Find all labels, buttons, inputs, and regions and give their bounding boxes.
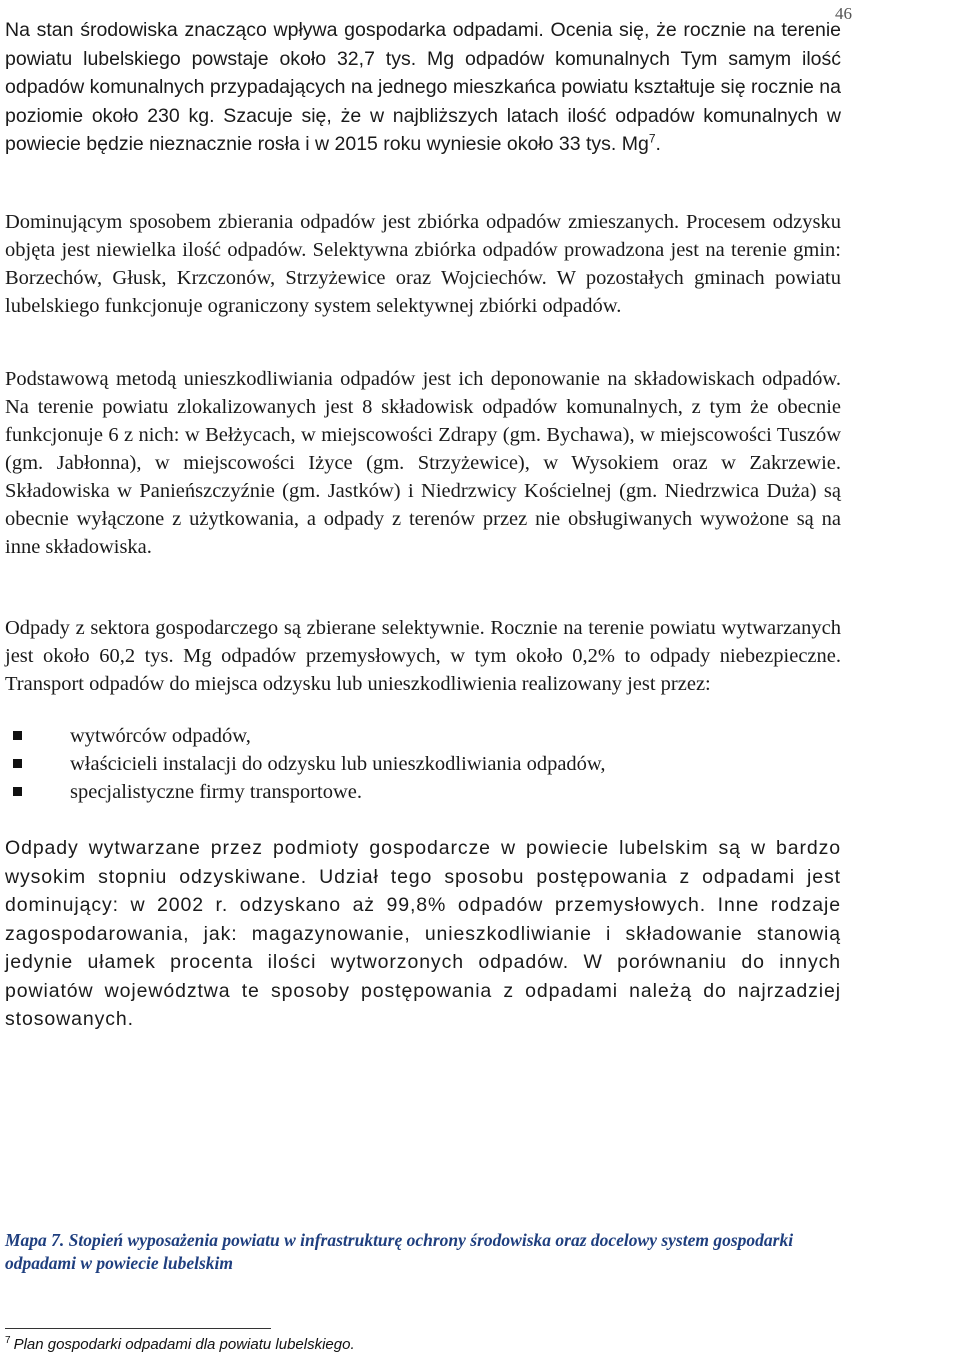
list-item — [5, 722, 841, 750]
square-bullet-icon — [13, 759, 22, 768]
list-item — [5, 750, 841, 778]
list-item — [5, 778, 841, 806]
list-item-text: wytwórców odpadów, — [70, 725, 251, 747]
square-bullet-icon — [13, 731, 22, 740]
list-item-text: właścicieli instalacji do odzysku lub unieszkodliwiania odpadów, — [70, 753, 606, 775]
page-number: 46 — [835, 4, 852, 23]
paragraph-industrial-waste: Odpady z sektora gospodarczego są zbierane selektywnie. Rocznie na terenie powiatu wytwarzanych jest około 60,2 tys. Mg odpadów przemysłowych, w tym około 0,2% to odpady niebezpieczne. Transport odpadów do miejsca odzysku lub unieszkodliwienia realizowany jest przez: — [5, 617, 841, 695]
paragraph-recovery: Odpady wytwarzane przez podmioty gospodarcze w powiecie lubelskim są w bardzo wysokim stopniu odzyskiwane. Udział tego sposobu postępowania z odpadami jest dominujący: w 2002 r. odzyskano aż 99,8% odpadów przemysłowych. Inne rodzaje zagospodarowania, jak: magazynowanie, unieszkodliwianie i składowanie stanowią jedynie ułamek procenta ilości wytworzonych odpadów. W porównaniu do innych powiatów województwa te sposoby postępowania z odpadami należą do najrzadziej stosowanych. — [5, 837, 841, 1030]
transport-list — [5, 722, 841, 806]
paragraph-waste-overview-text: Na stan środowiska znacząco wpływa gospodarka odpadami. Ocenia się, że rocznie na terenie powiatu lubelskiego powstaje około 32,7 tys. Mg odpadów komunalnych Tym samym ilość odpadów komunalnych przypadających na jednego mieszkańca powiatu kształtuje się rocznie na poziomie około 230 kg. Szacuje się, że w najbliższych latach ilość odpadów komunalnych w powiecie będzie nieznacznie rosła i w 2015 roku wyniesie około 33 tys. Mg — [5, 19, 841, 155]
paragraph-landfills: Podstawową metodą unieszkodliwiania odpadów jest ich deponowanie na składowiskach odpadów. Na terenie powiatu zlokalizowanych jest 8 składowisk odpadów komunalnych, z tym że obecnie funkcjonuje 6 z nich: w Bełżycach, w miejscowości Zdrapy (gm. Bychawa), w miejscowości Tuszów (gm. Jabłonna), w miejscowości Iżyce (gm. Strzyżewice), w Wysokiem oraz w Zakrzewie. Składowiska w Panieńszczyźnie (gm. Jastków) i Niedrzwicy Kościelnej (gm. Niedrzwica Duża) są obecnie wyłączone z użytkowania, a odpady z terenów przez nie obsługiwanych wywożone są na inne składowiska. — [5, 368, 841, 558]
square-bullet-icon — [13, 787, 22, 796]
paragraph-collection-methods: Dominującym sposobem zbierania odpadów jest zbiórka odpadów zmieszanych. Procesem odzysku objęta jest niewielka ilość odpadów. Selektywna zbiórka odpadów prowadzona jest na terenie gmin: Borzechów, Głusk, Krzczonów, Strzyżewice oraz Wojciechów. W pozostałych gminach powiatu lubelskiego funkcjonuje ograniczony system selektywnej zbiórki odpadów. — [5, 211, 841, 317]
footnote — [5, 1336, 355, 1353]
paragraph-waste-overview: Na stan środowiska znacząco wpływa gospodarka odpadami. Ocenia się, że rocznie na terenie powiatu lubelskiego powstaje około 32,7 tys. Mg odpadów komunalnych Tym samym ilość odpadów komunalnych przypadających na jednego mieszkańca powiatu kształtuje się rocznie na poziomie około 230 kg. Szacuje się, że w najbliższych latach ilość odpadów komunalnych w powiecie będzie nieznacznie rosła i w 2015 roku wyniesie około 33 tys. Mg$^7$. — [5, 19, 841, 155]
footnote-separator — [5, 1328, 271, 1329]
map-caption: Mapa 7. Stopień wyposażenia powiatu w infrastrukturę ochrony środowiska oraz docelowy system gospodarki odpadami w powiecie lubelskim — [5, 1230, 794, 1273]
footnote-reference: 7 — [648, 131, 656, 146]
footnote-number: 7 — [5, 1335, 11, 1346]
list-item-text: specjalistyczne firmy transportowe. — [70, 781, 363, 803]
footnote-text: Plan gospodarki odpadami dla powiatu lubelskiego. — [13, 1336, 355, 1353]
